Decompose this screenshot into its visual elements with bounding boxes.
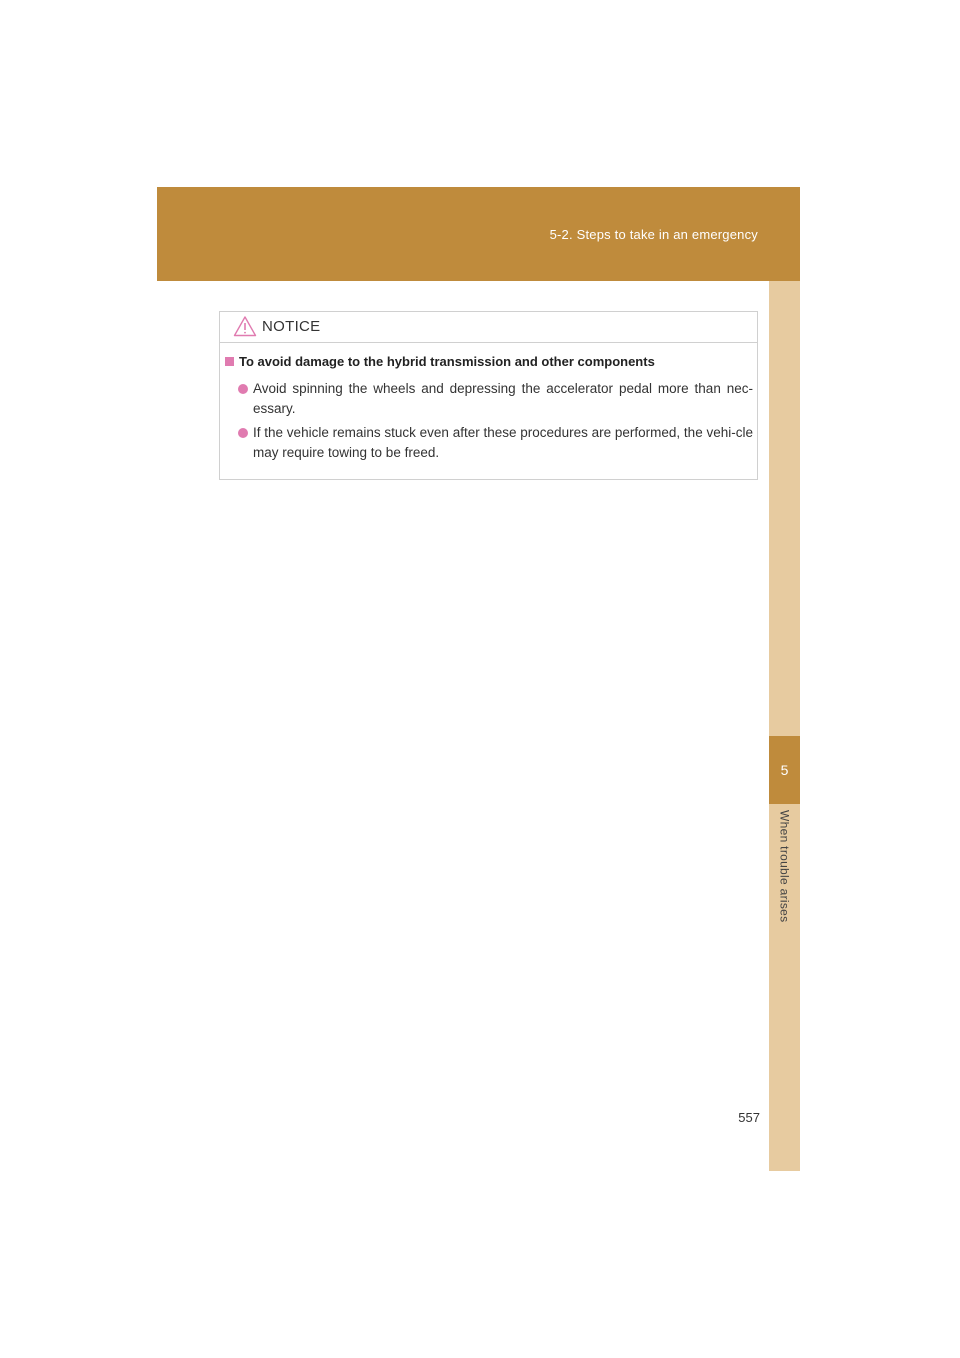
list-item bbox=[238, 423, 753, 463]
square-bullet-icon bbox=[225, 357, 234, 366]
notice-heading-text: To avoid damage to the hybrid transmission and other components bbox=[239, 354, 655, 369]
notice-title: NOTICE bbox=[262, 318, 321, 335]
notice-heading bbox=[225, 354, 655, 369]
chapter-tab: 5 bbox=[769, 736, 800, 804]
list-item-text: Avoid spinning the wheels and depressing the accelerator pedal more than nec-essary. bbox=[253, 381, 753, 416]
chapter-label bbox=[769, 810, 800, 950]
dot-bullet-icon bbox=[238, 428, 248, 438]
header-band bbox=[157, 187, 800, 281]
side-strip bbox=[769, 281, 800, 1171]
notice-header bbox=[220, 312, 757, 343]
notice-box bbox=[219, 311, 758, 480]
list-item-text: If the vehicle remains stuck even after these procedures are performed, the vehi-cle may require towing to be freed. bbox=[253, 425, 753, 460]
section-title: 5-2. Steps to take in an emergency bbox=[549, 227, 758, 242]
warning-triangle-icon bbox=[233, 315, 257, 337]
chapter-label-text: When trouble arises bbox=[777, 810, 792, 923]
list-item bbox=[238, 379, 753, 419]
dot-bullet-icon bbox=[238, 384, 248, 394]
page-number: 557 bbox=[738, 1110, 760, 1125]
